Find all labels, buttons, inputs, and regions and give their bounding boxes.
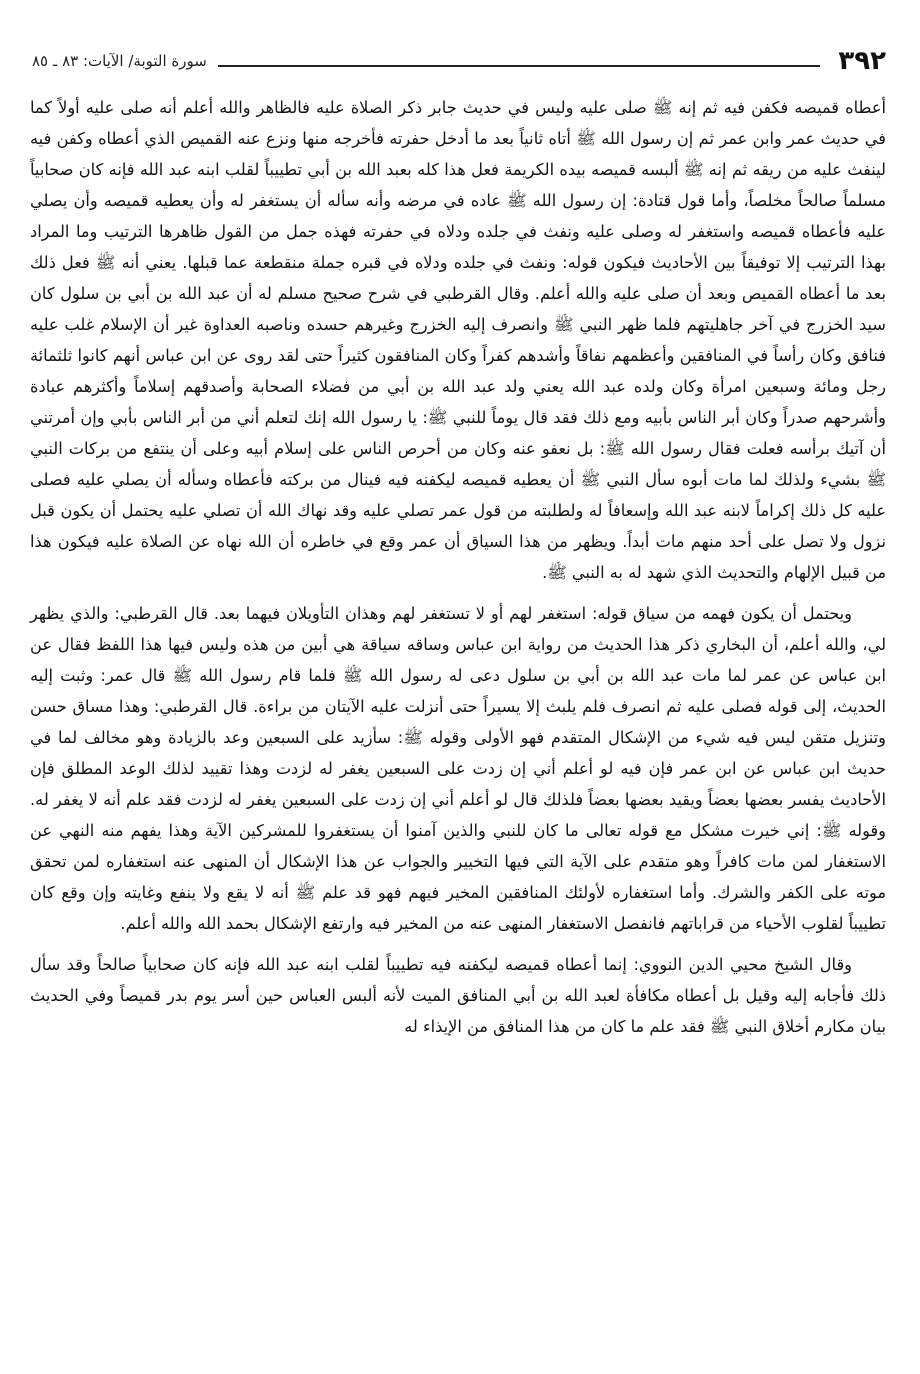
page-number: ٣٩٢	[838, 46, 886, 76]
body-text	[30, 92, 886, 1042]
paragraph: أعطاه قميصه فكفن فيه ثم إنه ﷺ صلى عليه وليس في حديث جابر ذكر الصلاة عليه فالظاهر والله أعلم أنه صلى عليه أولاً كما في حديث عمر وابن عمر ثم إن رسول الله ﷺ أتاه ثانياً بعد ما أدخل حفرته فأخرجه منها ونزع عنه القميص الذي أعطاه وكفن فيه لينفث عليه من ريقه ثم إنه ﷺ ألبسه قميصه بيده الكريمة فعل هذا كله بعبد الله بن أبي تطييباً لقلب ابنه عبد الله فإنه كان صحابياً مسلماً صالحاً مخلصاً، وأما قول قتادة: إن رسول الله ﷺ عاده في مرضه وأنه سأله أن يستغفر له وأن يعطيه قميصه وأن يصلي عليه فأعطاه قميصه واستغفر له وصلى عليه ونفث في جلده ودلاه في حفرته فهذه جمل من القول ظاهرها الترتيب وما المراد بهذا الترتيب إلا توفيقاً بين الأحاديث فيكون قوله: ونفث في جلده ودلاه في قبره جملة منقطعة عما قبلها. يعني أنه ﷺ فعل ذلك بعد ما أعطاه القميص وبعد أن صلى عليه والله أعلم. وقال القرطبي في شرح صحيح مسلم له أن عبد الله بن أبي بن سلول كان سيد الخزرج في آخر جاهليتهم فلما ظهر النبي ﷺ وانصرف إليه الخزرج وغيرهم حسده وناصبه العداوة غير أن الإسلام غلب عليه فنافق وكان رأساً في المنافقين وأعظمهم نفاقاً وأشدهم كفراً وكان المنافقون كثيراً حتى لقد روى عن ابن عباس أنهم كانوا ثلثمائة رجل ومائة وسبعين امرأة وكان ولده عبد الله يعني ولد عبد الله بن أبي من فضلاء الصحابة وأصدقهم إسلاماً وأكثرهم عبادة وأشرحهم صدراً وكان أبر الناس بأبيه ومع ذلك فقد قال يوماً للنبي ﷺ: يا رسول الله إنك لتعلم أني من أبر الناس بأبي وإن أمرتني أن آتيك برأسه فعلت فقال رسول الله ﷺ: بل نعفو عنه وكان من أحرص الناس على إسلام أبيه وعلى أن ينتفع من بركات النبي ﷺ بشيء ولذلك لما مات أبوه سأل النبي ﷺ أن يعطيه قميصه ليكفنه فيه فينال من بركته فأعطاه وسأله أن يصلي عليه فصلى عليه كل ذلك إكراماً لابنه عبد الله وإسعافاً له ولطلبته من قول عمر تصلي عليه وقد نهاك الله أن تصلي عليه يحتمل أن يكون قبل نزول ولا تصل على أحد منهم مات أبداً. ويظهر من هذا السياق أن عمر وقع في خاطره أن الله نهاه عن الصلاة عليه فيكون هذا من قبيل الإلهام والتحديث الذي شهد له به النبي ﷺ.	[30, 98, 886, 582]
running-head: سورة التوبة/ الآيات: ٨٣ ـ ٨٥	[32, 52, 207, 70]
paragraph: ويحتمل أن يكون فهمه من سياق قوله: استغفر لهم أو لا تستغفر لهم وهذان التأويلان فيهما بعد. قال القرطبي: والذي يظهر لي، والله أعلم، أن البخاري ذكر هذا الحديث من رواية ابن عباس وساقه سياقة هي أبين من هذه وليس فيها هذا اللفظ فقال عن ابن عباس عن عمر لما مات عبد الله بن أبي بن سلول دعى له رسول الله ﷺ فلما قام رسول الله ﷺ قال عمر: وثبت إليه الحديث، إلى قوله فصلى عليه ثم انصرف فلم يلبث إلا يسيراً حتى أنزلت عليه الآيتان من براءة. قال القرطبي: وهذا مساق حسن وتنزيل متقن ليس فيه شيء من الإشكال المتقدم فهو الأولى وقوله ﷺ: سأزيد على السبعين وعد بالزيادة وهو مخالف لما في حديث ابن عباس عن ابن عمر فإن فيه لو أعلم أني إن زدت على السبعين يغفر له لزدت وهذا تقييد لذلك الوعد المطلق فإن الأحاديث يفسر بعضها بعضاً ويقيد بعضها بعضاً فلذلك قال لو أعلم أني إن زدت على السبعين يغفر له لزدت فقد علم أنه لا يغفر له. وقوله ﷺ: إني خيرت مشكل مع قوله تعالى ما كان للنبي والذين آمنوا أن يستغفروا للمشركين الآية وهذا يفهم منه النهي عن الاستغفار لمن مات كافراً وهو متقدم على الآية التي فيها التخيير والجواب عن هذا الإشكال أن المنهى عنه استغفاره لمن تحقق موته على الكفر والشرك. وأما استغفاره لأولئك المنافقين المخير فيهم فهو قد علم ﷺ أنه لا يقع ولا ينفع وغايته وإن وقع كان تطييباً لقلوب الأحياء من قراباتهم فانفصل الاستغفار المنهى عنه من المخير فيه وارتفع الإشكال بحمد الله والله أعلم.	[30, 604, 886, 933]
header-rule	[218, 65, 820, 67]
paragraph: وقال الشيخ محيي الدين النووي: إنما أعطاه قميصه ليكفنه فيه تطييباً لقلب ابنه عبد الله فإنه كان صحابياً صالحاً وقد سأل ذلك فأجابه إليه وقيل بل أعطاه مكافأة لعبد الله بن أبي المنافق الميت لأنه ألبس العباس حين أسر يوم بدر قميصاً وفي الحديث بيان مكارم أخلاق النبي ﷺ فقد علم ما كان من هذا المنافق من الإيذاء له	[30, 955, 886, 1036]
page-header	[28, 44, 892, 80]
